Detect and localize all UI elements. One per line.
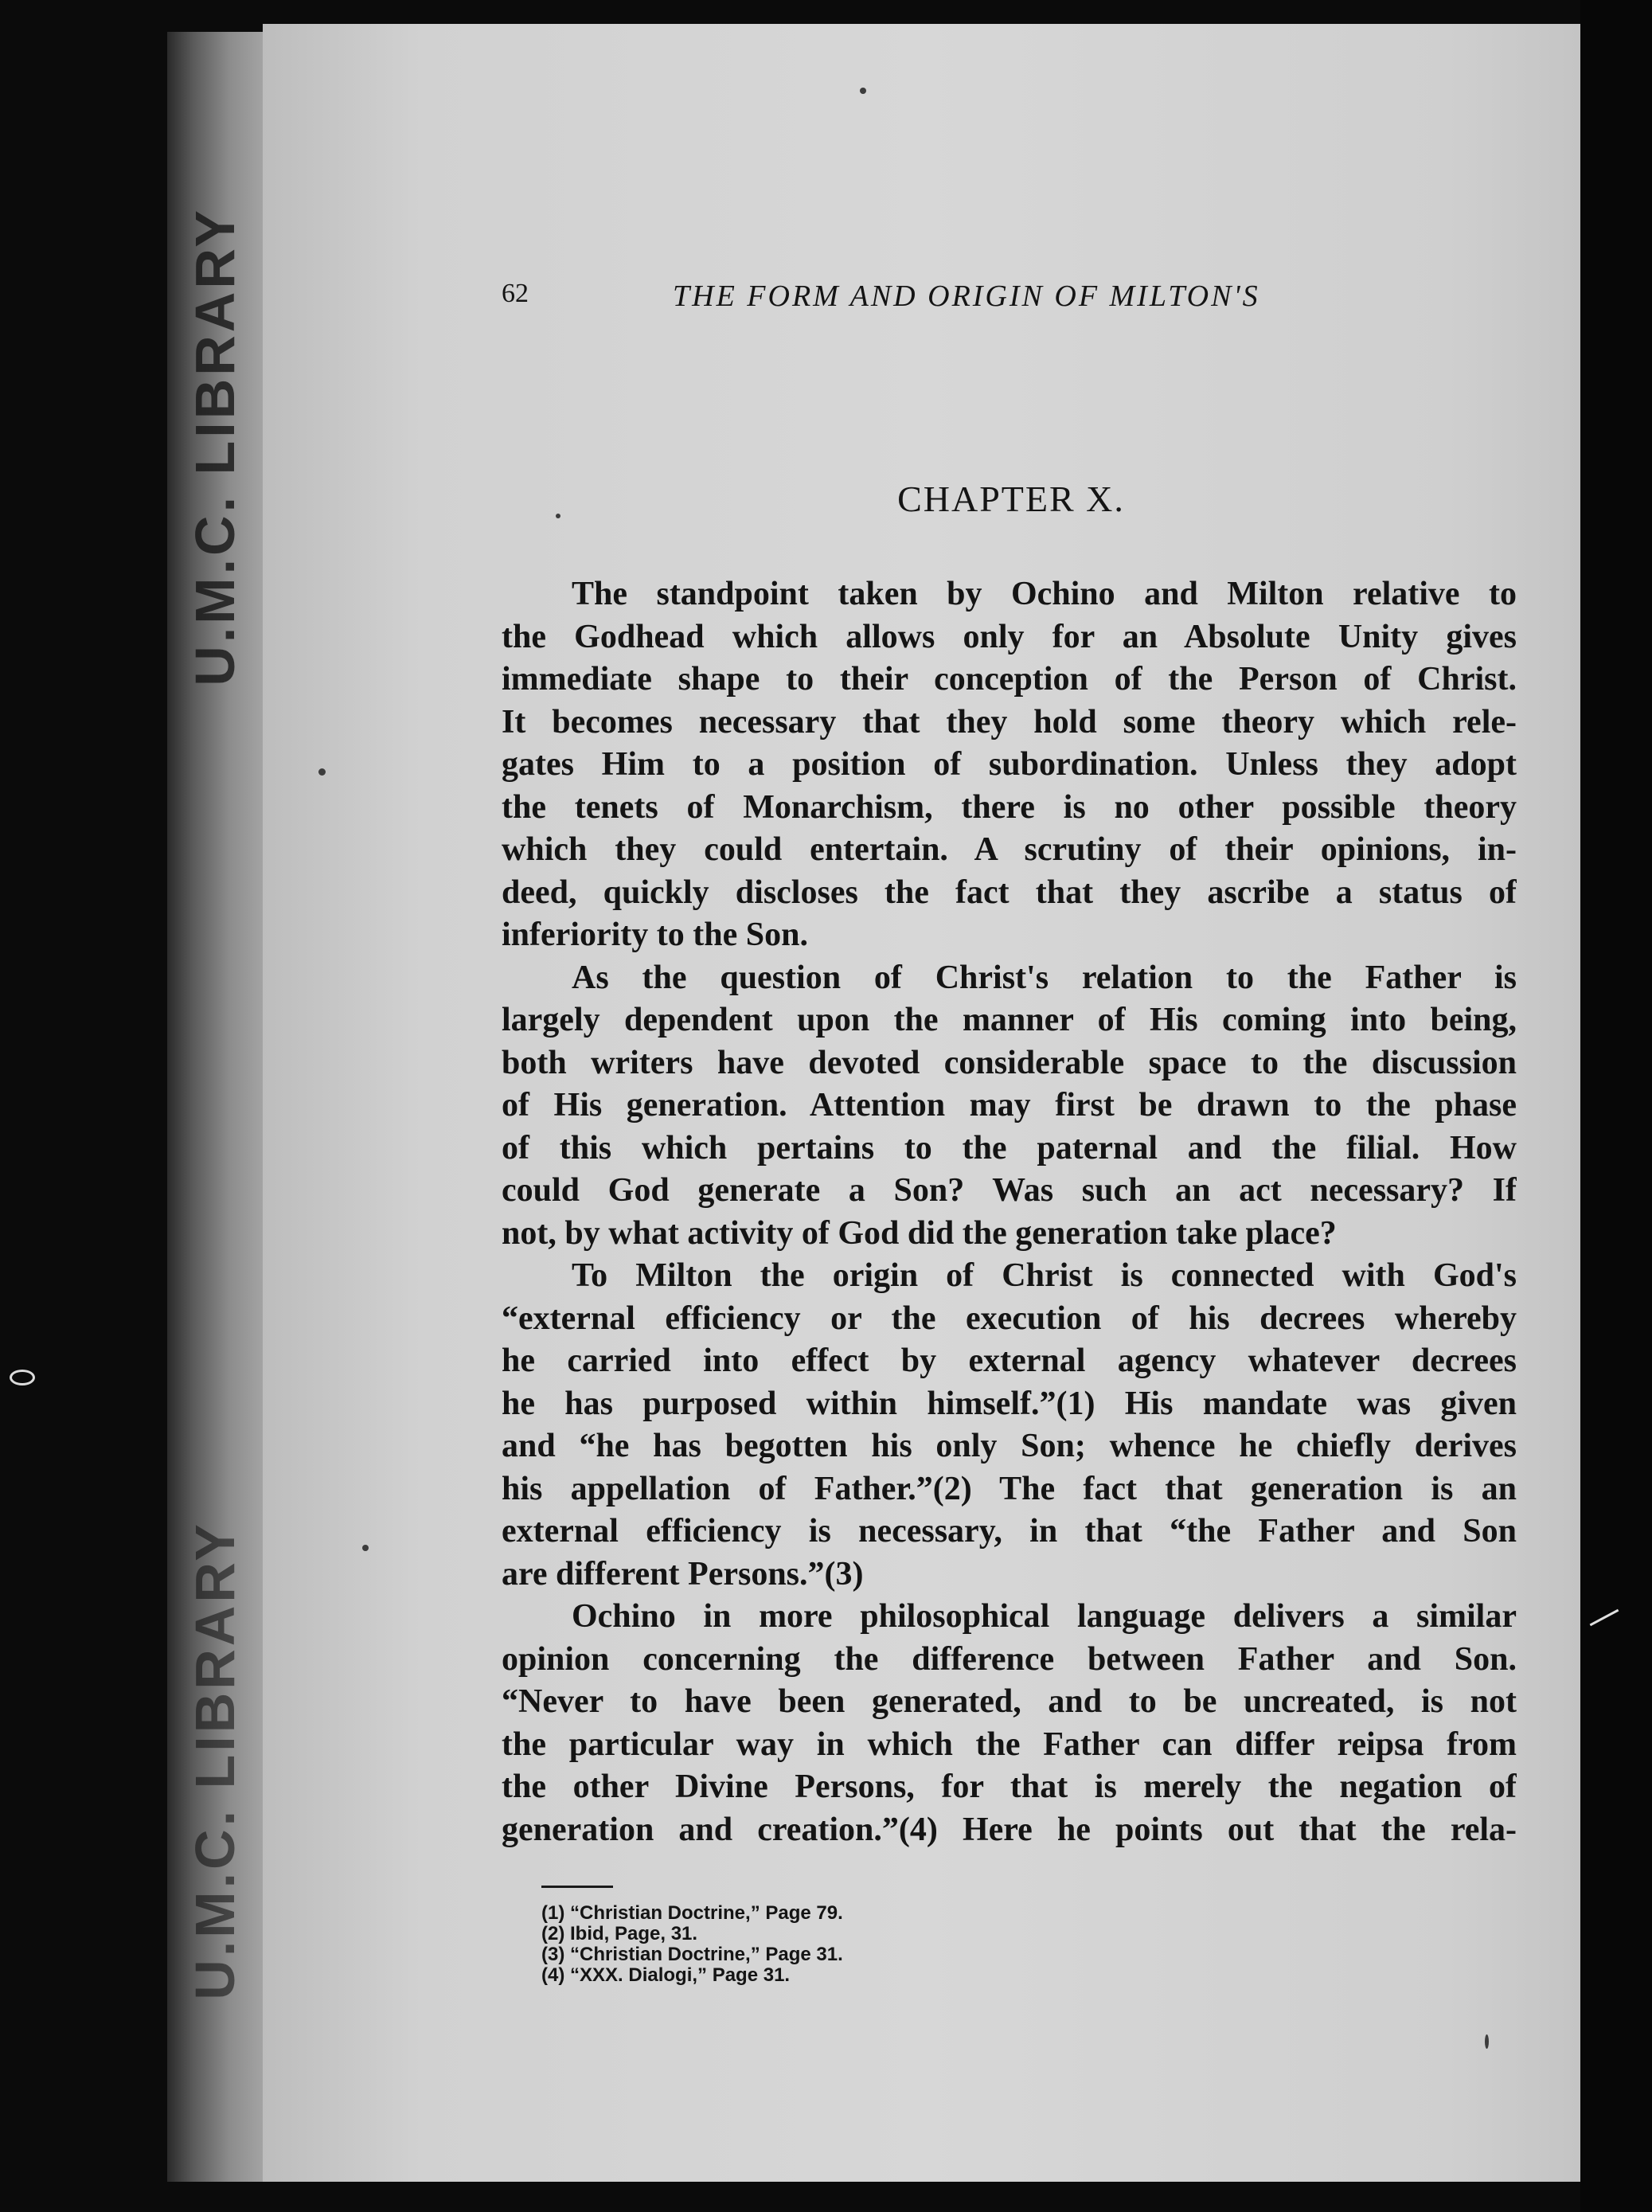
body-text: [502, 573, 1517, 1851]
chapter-title: CHAPTER X.: [897, 479, 1125, 519]
text-line: are different Persons.”(3): [502, 1555, 864, 1593]
text-line: the other Divine Persons, for that is merely the negation of: [502, 1768, 1517, 1805]
text-line: immediate shape to their conception of the Person of Christ.: [502, 661, 1517, 698]
text-line: his appellation of Father.”(2) The fact that generation is an: [502, 1470, 1517, 1507]
library-stamp-upper: U.M.C. LIBRARY: [184, 207, 246, 686]
text-line: external efficiency is necessary, in that “the Father and Son: [502, 1513, 1517, 1550]
text-line: “Never to have been generated, and to be uncreated, is not: [502, 1683, 1517, 1720]
footnote: (2) Ibid, Page, 31.: [541, 1923, 698, 1944]
running-title: THE FORM AND ORIGIN OF MILTON'S: [673, 279, 1260, 313]
text-line: It becomes necessary that they hold some theory which rele-: [502, 703, 1517, 741]
text-line: of His generation. Attention may first be drawn to the phase: [502, 1087, 1517, 1124]
text-line: he carried into effect by external agency whatever decrees: [502, 1342, 1517, 1379]
running-head: [502, 279, 1377, 326]
text-line: largely dependent upon the manner of His coming into being,: [502, 1002, 1517, 1038]
footnotes: [541, 1903, 1178, 1986]
text-line: both writers have devoted considerable space to the discussion: [502, 1044, 1517, 1081]
text-line: which they could entertain. A scrutiny of their opinions, in-: [502, 831, 1517, 868]
text-line: To Milton the origin of Christ is connected with God's: [572, 1257, 1517, 1294]
text-line: generation and creation.”(4) Here he points out that the rela-: [502, 1811, 1517, 1848]
text-line: inferiority to the Son.: [502, 916, 808, 953]
footnote: (3) “Christian Doctrine,” Page 31.: [541, 1944, 843, 1965]
library-stamp-lower: U.M.C. LIBRARY: [184, 1521, 246, 2000]
scan-speck: [1485, 2034, 1489, 2049]
text-line: he has purposed within himself.”(1) His mandate was given: [502, 1385, 1517, 1422]
scan-edge: [1580, 0, 1652, 2212]
text-line: opinion concerning the difference between Father and Son.: [502, 1640, 1517, 1678]
text-line: deed, quickly discloses the fact that they ascribe a status of: [502, 873, 1517, 911]
footnote: (1) “Christian Doctrine,” Page 79.: [541, 1902, 843, 1924]
text-line: the Godhead which allows only for an Absolute Unity gives: [502, 618, 1517, 655]
text-line: and “he has begotten his only Son; whence he chiefly derives: [502, 1428, 1517, 1464]
text-line: Ochino in more philosophical language delivers a similar: [572, 1598, 1517, 1635]
text-line: gates Him to a position of subordination. Unless they adopt: [502, 746, 1517, 783]
text-line: not, by what activity of God did the generation take place?: [502, 1214, 1337, 1252]
text-line: could God generate a Son? Was such an act necessary? If: [502, 1172, 1517, 1209]
text-line: “external efficiency or the execution of his decrees whereby: [502, 1299, 1517, 1337]
footnote-rule: [541, 1886, 613, 1888]
text-line: the particular way in which the Father can differ reipsa from: [502, 1725, 1517, 1763]
scan-artifact: [10, 1370, 35, 1385]
scan-speck: [362, 1545, 369, 1551]
footnote: (4) “XXX. Dialogi,” Page 31.: [541, 1964, 791, 1986]
page-number: 62: [502, 279, 529, 308]
scan-speck: [318, 768, 326, 776]
scan-speck: [860, 88, 866, 94]
text-line: As the question of Christ's relation to the Father is: [572, 959, 1517, 996]
text-line: the tenets of Monarchism, there is no other possible theory: [502, 788, 1517, 826]
text-line: of this which pertains to the paternal and the filial. How: [502, 1129, 1517, 1167]
scan-speck: [556, 514, 560, 518]
text-line: The standpoint taken by Ochino and Milton relative to: [572, 576, 1517, 612]
